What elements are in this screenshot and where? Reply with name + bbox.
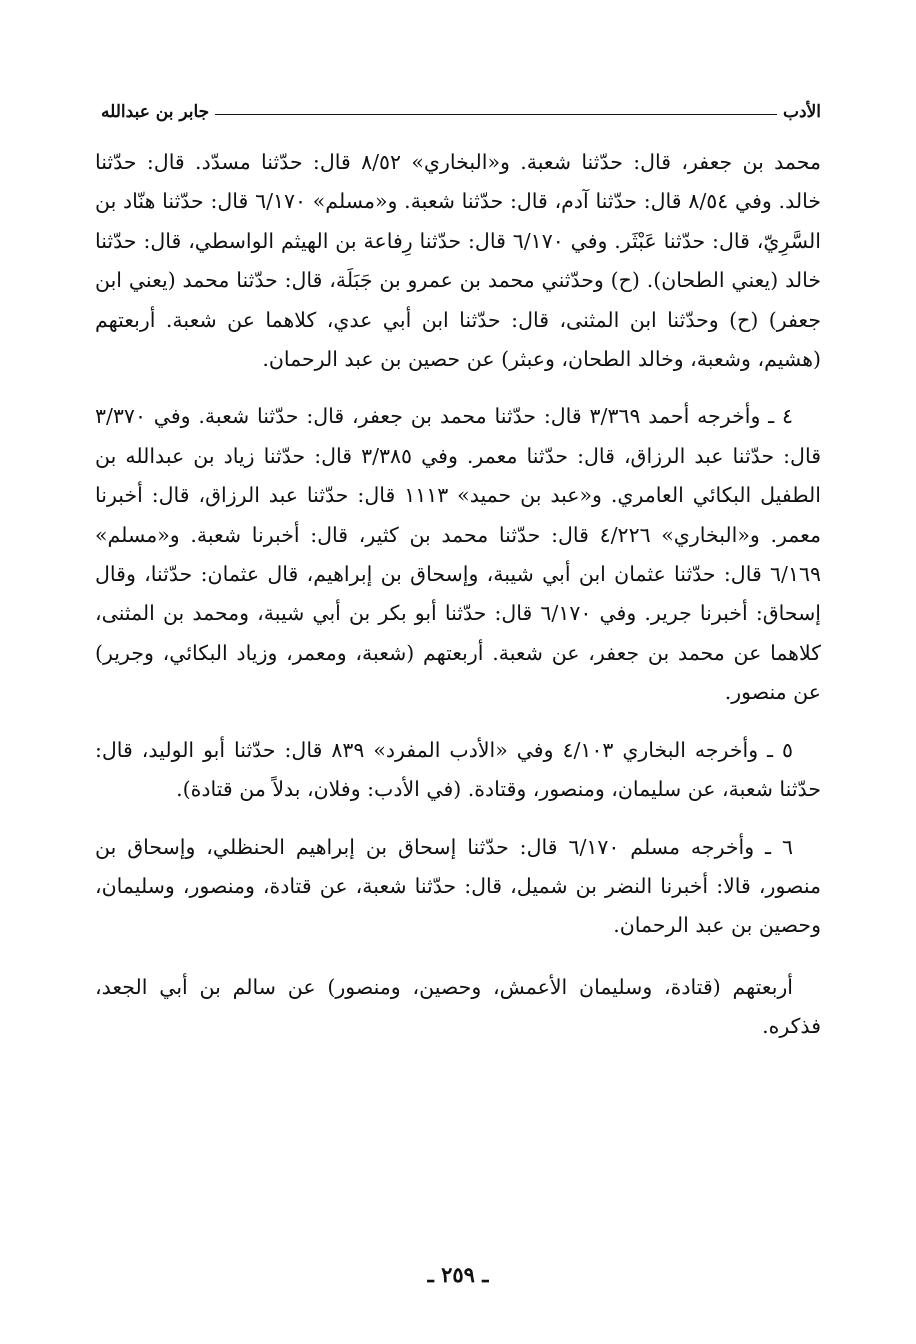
running-header bbox=[95, 92, 821, 122]
header-rule bbox=[215, 114, 777, 115]
paragraph-continuation: محمد بن جعفر، قال: حدّثنا شعبة. و«البخاري» ٨/٥٢ قال: حدّثنا مسدّد. قال: حدّثنا خالد. وفي ٨/٥٤ قال: حدّثنا آدم، قال: حدّثنا شعبة. و«مسلم» ٦/١٧٠ قال: حدّثنا هنّاد بن السَّرِيّ، قال: حدّثنا عَبْثَر. وفي ٦/١٧٠ قال: حدّثنا رِفاعة بن الهيثم الواسطي، قال: حدّثنا خالد (يعني الطحان). (ح) وحدّثني محمد بن عمرو بن جَبَلَة، قال: حدّثنا محمد (يعني ابن جعفر) (ح) وحدّثنا ابن المثنى، قال: حدّثنا ابن أبي عدي، كلاهما عن شعبة. أربعتهم (هشيم، وشعبة، وخالد الطحان، وعبثر) عن حصين بن عبد الرحمان. bbox=[95, 150, 822, 372]
paragraph-summary: أربعتهم (قتادة، وسليمان الأعمش، وحصين، ومنصور) عن سالم بن أبي الجعد، فذكره. bbox=[95, 974, 821, 1039]
paragraph-item-6: ٦ ـ وأخرجه مسلم ٦/١٧٠ قال: حدّثنا إسحاق بن إبراهيم الحنظلي، وإسحاق بن منصور، قالا: أخبرنا النضر بن شميل، قال: حدّثنا شعبة، عن قتادة، ومنصور، وسليمان، وحصين بن عبد الرحمان. bbox=[95, 834, 821, 938]
chapter-title: الأدب bbox=[783, 102, 821, 122]
paragraph-item-4: ٤ ـ وأخرجه أحمد ٣/٣٦٩ قال: حدّثنا محمد بن جعفر، قال: حدّثنا شعبة. وفي ٣/٣٧٠ قال: حدّثنا عبد الرزاق، قال: حدّثنا معمر. وفي ٣/٣٨٥ قال: حدّثنا زياد بن عبدالله بن الطفيل البكائي العامري. و«عبد بن حميد» ١١١٣ قال: حدّثنا عبد الرزاق، قال: أخبرنا معمر. و«البخاري» ٤/٢٢٦ قال: حدّثنا محمد بن كثير، قال: أخبرنا شعبة. و«مسلم» ٦/١٦٩ قال: حدّثنا عثمان ابن أبي شيبة، وإسحاق بن إبراهيم، قال عثمان: حدّثنا، وقال إسحاق: أخبرنا جرير. وفي ٦/١٧٠ قال: حدّثنا أبو بكر بن أبي شيبة، ومحمد بن المثنى، كلاهما عن محمد بن جعفر، عن شعبة. أربعتهم (شعبة، ومعمر، وزياد البكائي، وجرير) عن منصور. bbox=[95, 404, 821, 705]
paragraph-item-5: ٥ ـ وأخرجه البخاري ٤/١٠٣ وفي «الأدب المفرد» ٨٣٩ قال: حدّثنا أبو الوليد، قال: حدّثنا شعبة، عن سليمان، ومنصور، وقتادة. (في الأدب: وفلان، بدلاً من قتادة). bbox=[95, 737, 821, 802]
section-title: جابر بن عبدالله bbox=[101, 102, 210, 122]
main-text bbox=[95, 143, 821, 1065]
page-number: ـ ٢٥٩ ـ bbox=[427, 1262, 489, 1287]
